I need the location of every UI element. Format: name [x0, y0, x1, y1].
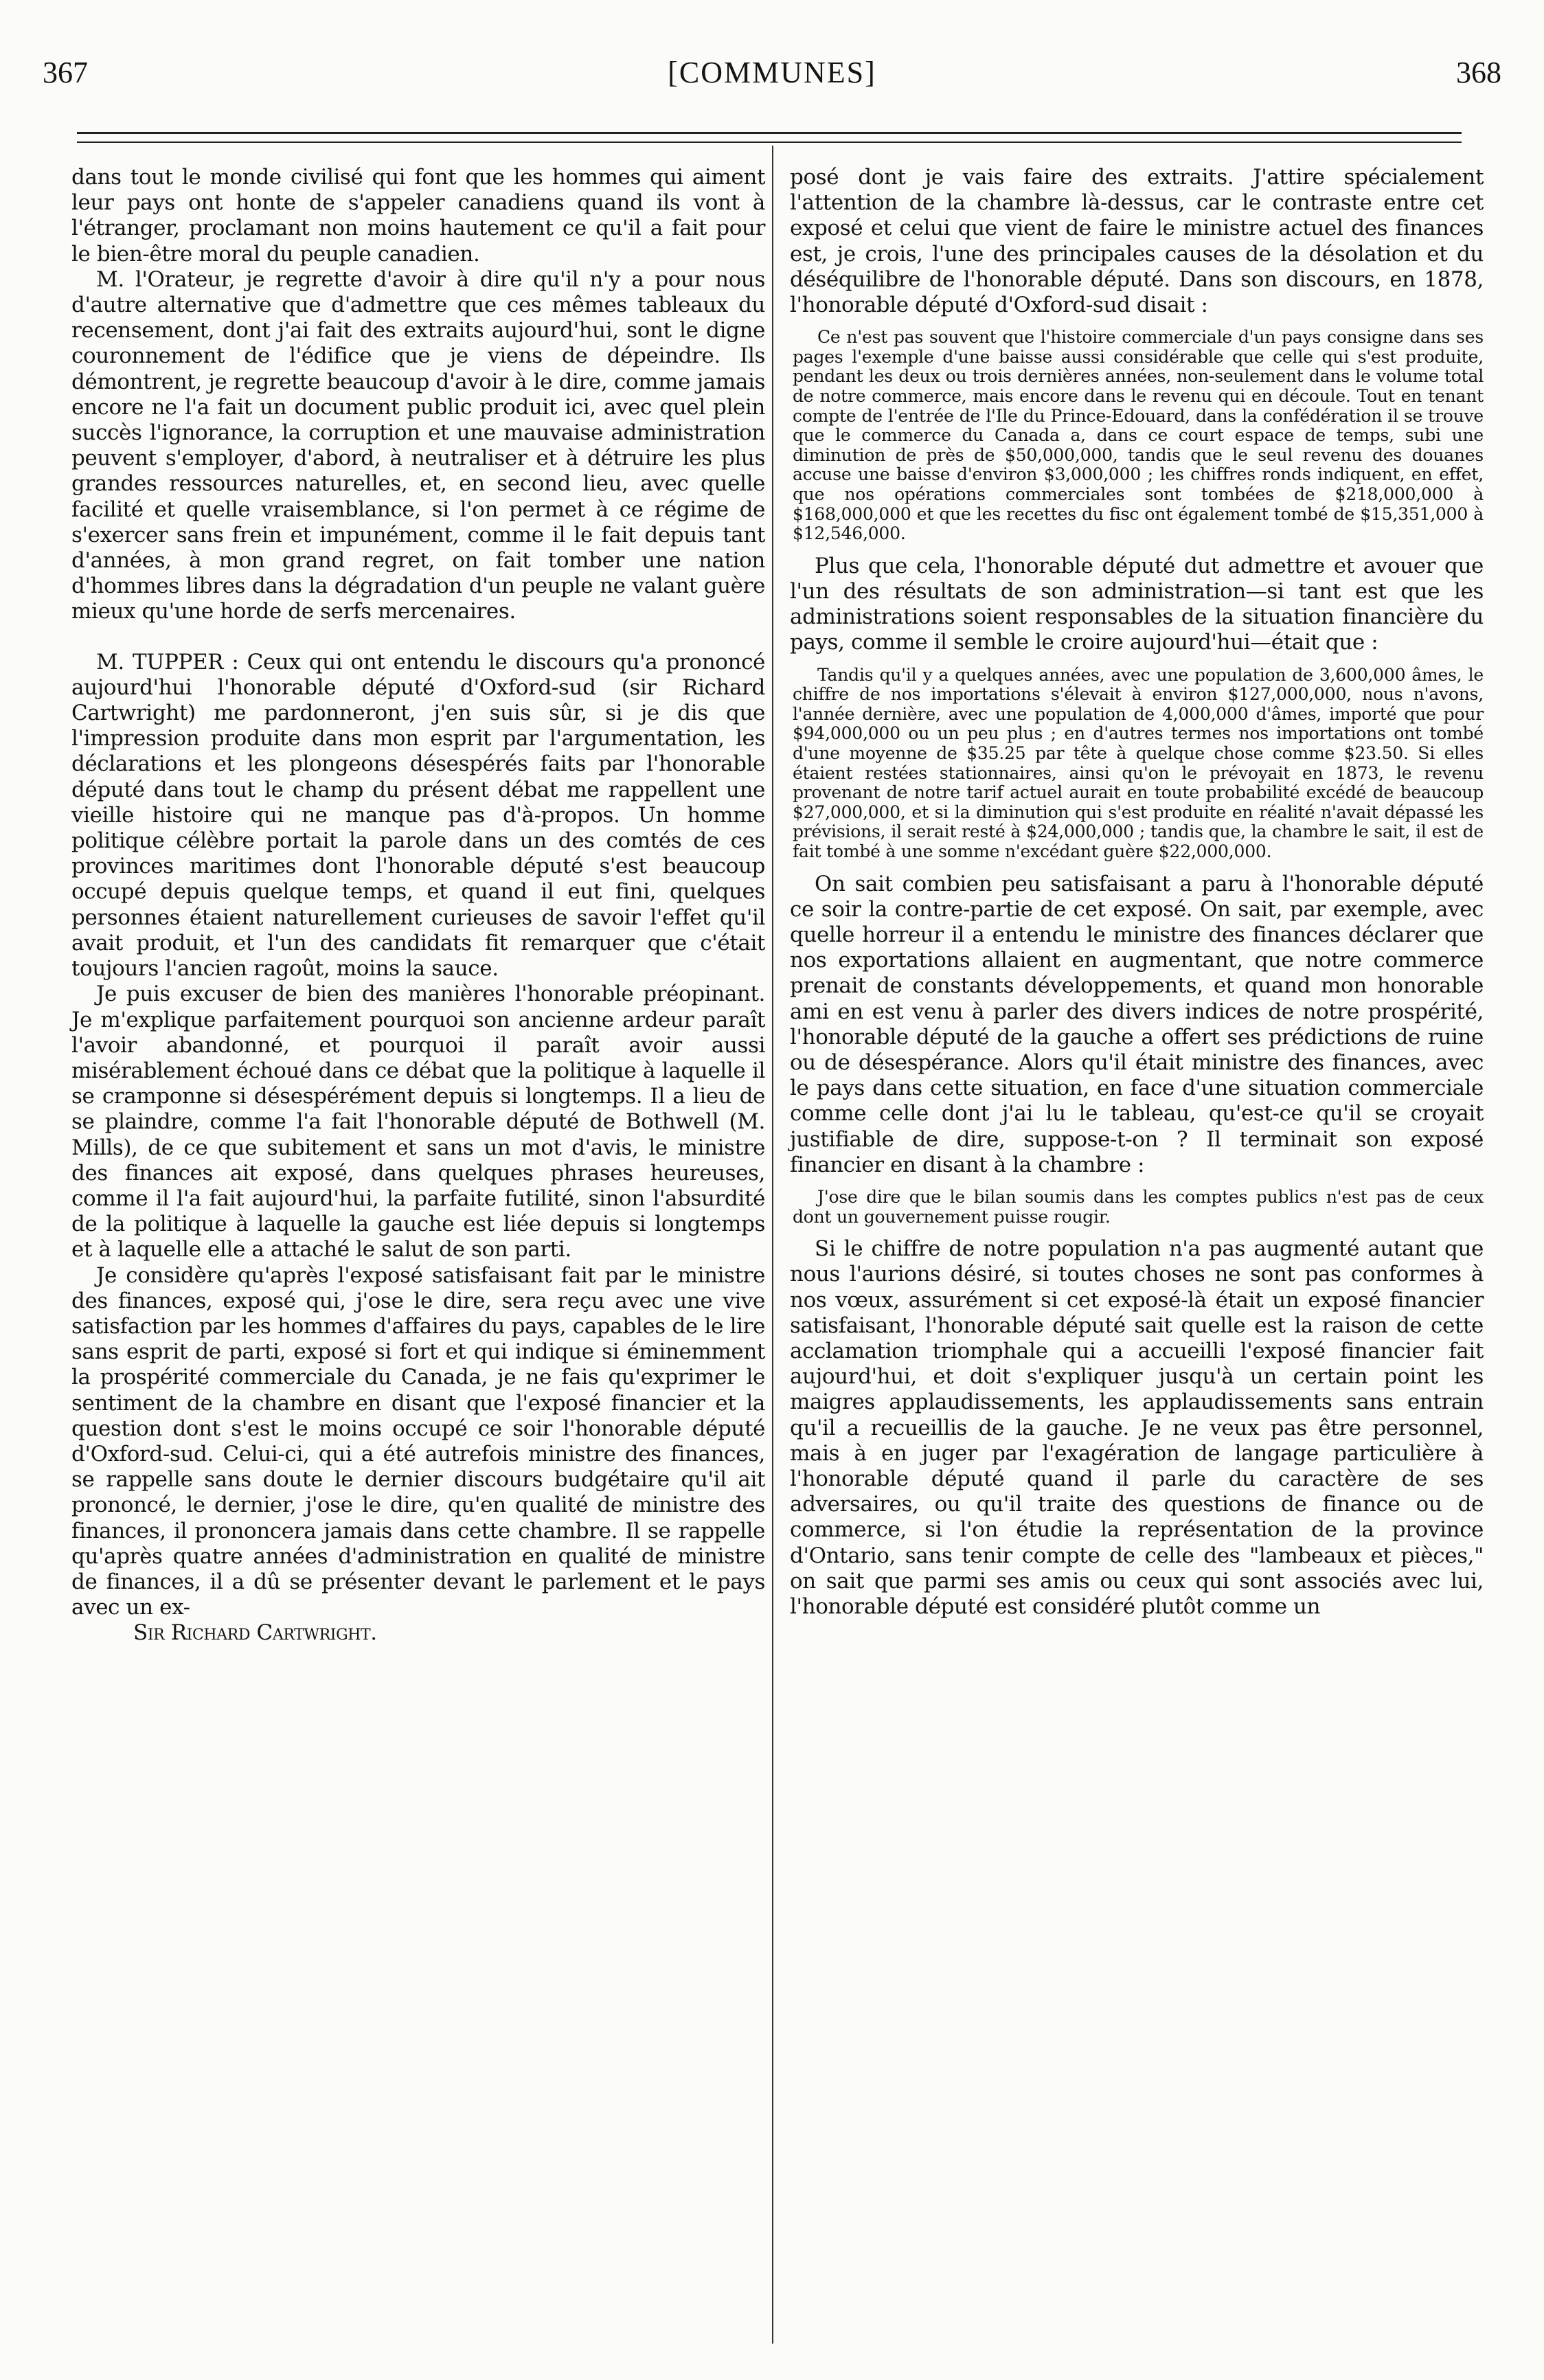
paragraph: Je considère qu'après l'exposé satisfaisant fait par le ministre des finances, exposé qui, j'ose le dire, sera reçu avec une vive satisfaction par les hommes d'affaires du pays, capables de le lire sans esprit de parti, exposé si fort et qui indique si éminemment la prospérité commerciale du Canada, je ne fais qu'exprimer le sentiment de la chambre en disant que l'exposé financier et la question dont s'est le moins occupé ce soir l'honorable député d'Oxford-sud. Celui-ci, qui a été autrefois ministre des finances, se rappelle sans doute le dernier discours budgétaire qu'il ait prononcé, le dernier, j'ose le dire, qu'en qualité de ministre des finances, il prononcera jamais dans cette chambre. Il se rappelle qu'après quatre années d'administration en qualité de ministre de finances, il a dû se présenter devant le parlement et le pays avec un ex-: [71, 1262, 765, 1620]
left-page-number: 367: [43, 56, 88, 89]
running-title: [COMMUNES]: [668, 56, 876, 89]
left-column: [71, 165, 765, 1646]
block-quote: Tandis qu'il y a quelques années, avec une population de 3,600,000 âmes, le chiffre de nos importations s'élevait à environ $127,000,000, nous n'avons, l'année dernière, avec une population de 4,000,000 d'âmes, importé que pour $94,000,000 ou un peu plus ; en d'autres termes nos importations ont tombé d'une moyenne de $35.25 par tête à quelque chose comme $23.50. Si elles étaient restées stationnaires, ainsi qu'on le prévoyait en 1873, le revenu provenant de notre tarif actuel aurait en toute probabilité excédé de beaucoup $27,000,000, et si la diminution qui s'est produite en réalité n'avait dépassé les prévisions, il serait resté à $24,000,000 ; tandis que, la chambre le sait, il est de fait tombé à une somme n'excédant guère $22,000,000.: [793, 664, 1484, 861]
block-quote: Ce n'est pas souvent que l'histoire commerciale d'un pays consigne dans ses pages l'exemple d'une baisse aussi considérable que celle qui s'est produite, pendant les deux ou trois dernières années, non-seulement dans le volume total de notre commerce, mais encore dans le revenu qui en découle. Tout en tenant compte de l'entrée de l'Ile du Prince-Edouard, dans la confédération il se trouve que le commerce du Canada a, dans ce court espace de temps, subi une diminution de près de $50,000,000, tandis que le seul revenu des douanes accuse une baisse d'environ $3,000,000 ; les chiffres ronds indiquent, en effet, que nos opérations commerciales sont tombées de $218,000,000 à $168,000,000 et que les recettes du fisc ont également tombé de $15,351,000 à $12,546,000.: [793, 327, 1484, 544]
right-page-number: 368: [1456, 56, 1501, 89]
paragraph: dans tout le monde civilisé qui font que les hommes qui aiment leur pays ont honte de s'appeler canadiens quand ils vont à l'étranger, proclamant non moins hautement ce qu'il a fait pour le bien-être moral du peuple canadien.: [71, 165, 765, 267]
block-quote: J'ose dire que le bilan soumis dans les comptes publics n'est pas de ceux dont un gouvernement puisse rougir.: [793, 1186, 1484, 1227]
page-header: [43, 48, 1501, 103]
paragraph: M. l'Orateur, je regrette d'avoir à dire qu'il n'y a pour nous d'autre alternative que d'admettre que ces mêmes tableaux du recensement, dont j'ai fait des extraits aujourd'hui, sont le digne couronnement de l'édifice que je viens de dépeindre. Ils démontrent, je regrette beaucoup d'avoir à le dire, comme jamais encore ne l'a fait un document public produit ici, avec quel plein succès l'ignorance, la corruption et une mauvaise administration peuvent s'employer, d'abord, à neutraliser et à détruire les plus grandes ressources naturelles, et, en second lieu, avec quelle facilité et quelle vraisemblance, si l'on permet à ce régime de s'exercer sans frein et impunément, comme il le fait depuis tant d'années, à mon grand regret, on fait tomber une nation d'hommes libres dans la dégradation d'un peuple ne valant guère mieux qu'une horde de serfs mercenaires.: [71, 267, 765, 624]
paragraph: posé dont je vais faire des extraits. J'attire spécialement l'attention de la chambre là-dessus, car le contraste entre cet exposé et celui que vient de faire le ministre actuel des finances est, je crois, l'une des principales causes de la désolation et du déséquilibre de l'honorable député. Dans son discours, en 1878, l'honorable député d'Oxford-sud disait :: [790, 165, 1484, 318]
speaker-signature: Sir Richard Cartwright.: [133, 1620, 377, 1646]
header-rule-top: [77, 132, 1462, 134]
right-column: [790, 165, 1484, 1620]
paragraph: Si le chiffre de notre population n'a pas augmenté autant que nous l'aurions désiré, si toutes choses ne sont pas conformes à nos vœux, assurément si cet exposé-là était un exposé financier satisfaisant, l'honorable député sait quelle est la raison de cette acclamation triomphale qui a accueilli l'exposé financier fait aujourd'hui, et doit s'expliquer jusqu'à un certain point les maigres applaudissements, les applaudissements sans entrain qu'il a recueillis de la gauche. Je ne veux pas être personnel, mais à en juger par l'exagération de langage particulière à l'honorable député quand il parle du caractère de ses adversaires, ou qu'il traite des questions de finance ou de commerce, si l'on étudie la représentation de la province d'Ontario, sans tenir compte de celle des "lambeaux et pièces," on sait que parmi ses amis ou ceux qui sont associés avec lui, l'honorable député est considéré plutôt comme un: [790, 1236, 1484, 1619]
column-divider: [772, 146, 773, 2344]
paragraph: Je puis excuser de bien des manières l'honorable préopinant. Je m'explique parfaitement pourquoi son ancienne ardeur paraît l'avoir abandonné, et pourquoi il paraît avoir aussi misérablement échoué dans ce débat que la politique à laquelle il se cramponne si désespérément depuis si longtemps. Il a lieu de se plaindre, comme l'a fait l'honorable député de Bothwell (M. Mills), de ce que subitement et sans un mot d'avis, le ministre des finances ait exposé, dans quelques phrases heureuses, comme il l'a fait aujourd'hui, la parfaite futilité, sinon l'absurdité de la politique à laquelle la gauche est liée depuis si longtemps et à laquelle elle a attaché le salut de son parti.: [71, 982, 765, 1262]
paragraph: Plus que cela, l'honorable député dut admettre et avouer que l'un des résultats de son administration—si tant est que les administrations soient responsables de la situation financière du pays, comme il semble le croire aujourd'hui—était que :: [790, 553, 1484, 655]
paragraph: M. TUPPER : Ceux qui ont entendu le discours qu'a prononcé aujourd'hui l'honorable député d'Oxford-sud (sir Richard Cartwright) me pardonneront, j'en suis sûr, si je dis que l'impression produite dans mon esprit par l'argumentation, les déclarations et les plongeons désespérés faits par l'honorable député dans tout le champ du présent débat me rappellent une vieille histoire qui ne manque pas d'à-propos. Un homme politique célèbre portait la parole dans un des comtés de ces provinces maritimes dont l'honorable député s'est beaucoup occupé depuis quelque temps, et quand il eut fini, quelques personnes étaient naturellement curieuses de savoir l'effet qu'il avait produit, et l'un des candidats fit remarquer que c'était toujours l'ancien ragoût, moins la sauce.: [71, 649, 765, 982]
paragraph: On sait combien peu satisfaisant a paru à l'honorable député ce soir la contre-partie de cet exposé. On sait, par exemple, avec quelle horreur il a entendu le ministre des finances déclarer que nos exportations allaient en augmentant, que notre commerce prenait de constants développements, et quand mon honorable ami en est venu à parler des divers indices de notre prospérité, l'honorable député de la gauche a offert ses prédictions de ruine ou de désespérance. Alors qu'il était ministre des finances, avec le pays dans cette situation, en face d'une situation commerciale comme celle dont j'ai lu le tableau, qu'est-ce qu'il se croyait justifiable de dire, suppose-t-on ? Il terminait son exposé financier en disant à la chambre :: [790, 871, 1484, 1177]
header-rule-bottom: [77, 141, 1462, 143]
